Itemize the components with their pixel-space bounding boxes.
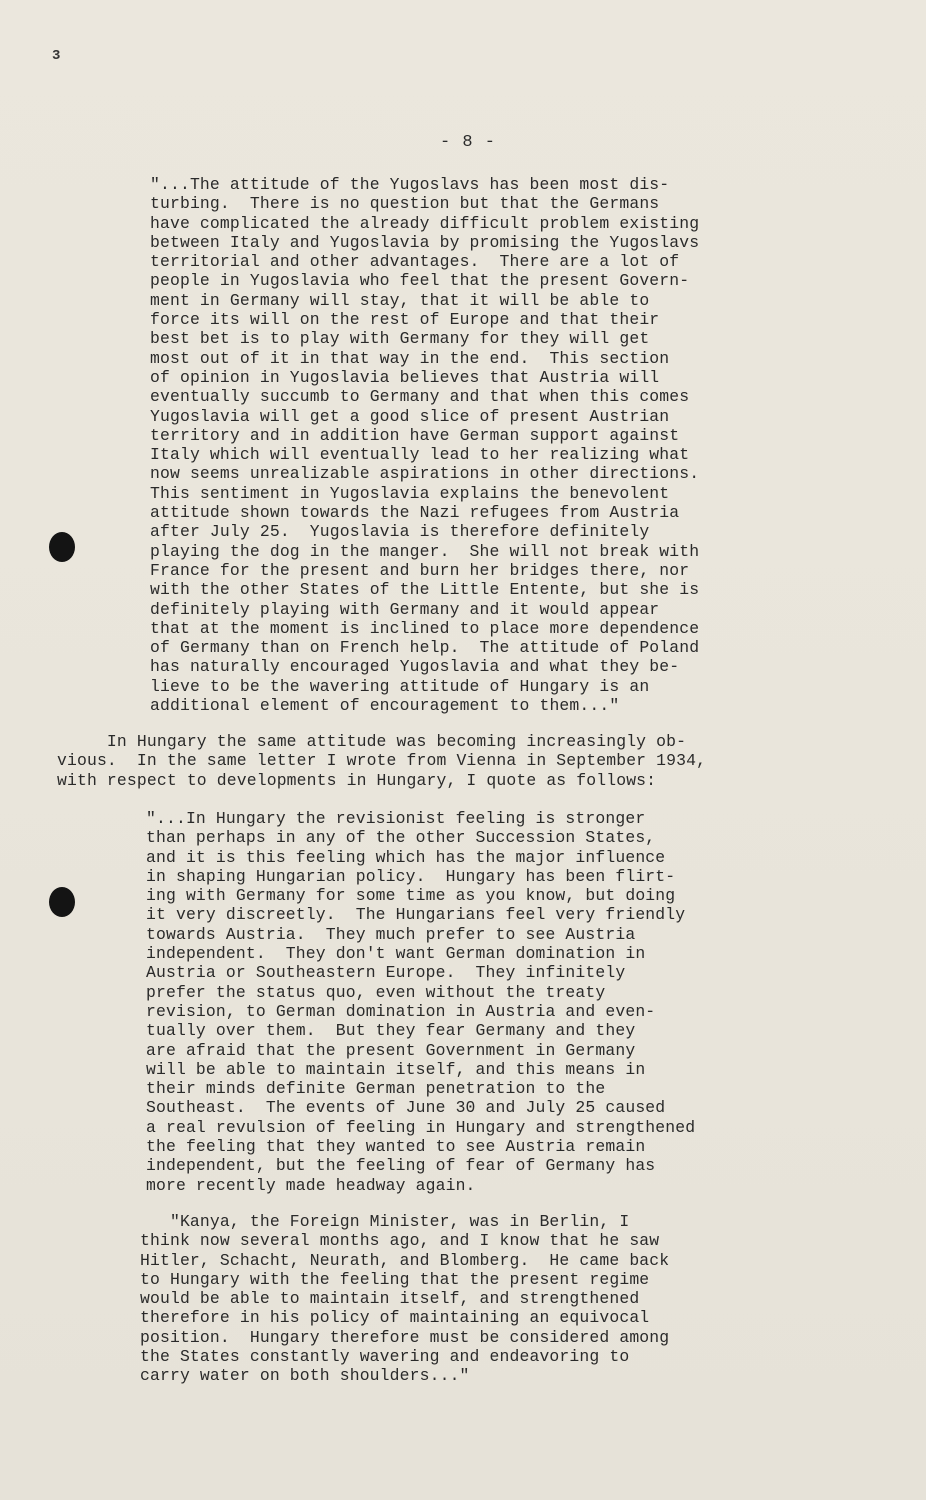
text-line: "...The attitude of the Yugoslavs has been most dis- [150,175,670,194]
yugoslavia-quote [150,175,699,715]
text-line: Austria or Southeastern Europe. They infinitely [146,963,626,983]
punch-hole-upper [49,532,75,562]
text-line: best bet is to play with Germany for they will get [150,329,650,349]
text-line: territorial and other advantages. There are a lot of [150,252,680,272]
punch-hole-lower [49,887,75,917]
text-line: most out of it in that way in the end. This section [150,348,670,368]
text-line: and it is this feeling which has the major influence [146,847,666,867]
text-line: the States constantly wavering and endeavoring to [140,1347,630,1367]
text-line: vious. In the same letter I wrote from Vienna in September 1934, [57,751,707,771]
text-line: turbing. There is no question but that the Germans [150,194,660,214]
corner-mark: 3 [52,48,61,64]
text-line: of Germany than on French help. The attitude of Poland [150,638,700,658]
text-line: In Hungary the same attitude was becoming increasingly ob- [57,732,687,751]
text-line: Italy which will eventually lead to her realizing what [150,445,690,465]
text-line: people in Yugoslavia who feel that the present Govern- [150,271,690,291]
text-line: revision, to German domination in Austria and even- [146,1001,656,1021]
text-line: carry water on both shoulders..." [140,1366,470,1386]
text-line: playing the dog in the manger. She will not break with [150,541,700,561]
text-line: think now several months ago, and I know that he saw [140,1231,660,1251]
text-line: ment in Germany will stay, that it will be able to [150,290,650,310]
text-line: prefer the status quo, even without the treaty [146,982,606,1002]
hungary-quote [146,809,695,1195]
text-line: ing with Germany for some time as you know, but doing [146,886,676,906]
text-line: independent, but the feeling of fear of Germany has [146,1156,656,1176]
text-line: "...In Hungary the revisionist feeling is stronger [146,809,646,828]
text-line: now seems unrealizable aspirations in other directions. [150,464,700,484]
text-line: towards Austria. They much prefer to see Austria [146,924,636,944]
text-line: a real revulsion of feeling in Hungary and strengthened [146,1117,696,1137]
text-line: in shaping Hungarian policy. Hungary has been flirt- [146,866,676,886]
text-line: Hitler, Schacht, Neurath, and Blomberg. He came back [140,1250,670,1270]
hungary-intro-paragraph [57,732,706,790]
page-number: - 8 - [439,133,496,152]
text-line: therefore in his policy of maintaining an equivocal [140,1308,650,1328]
text-line: Yugoslavia will get a good slice of present Austrian [150,406,670,426]
text-line: "Kanya, the Foreign Minister, was in Berlin, I [140,1212,630,1231]
text-line: will be able to maintain itself, and this means in [146,1059,646,1079]
text-line: attitude shown towards the Nazi refugees from Austria [150,503,680,523]
text-line: force its will on the rest of Europe and that their [150,310,660,330]
text-line: of opinion in Yugoslavia believes that Austria will [150,367,660,387]
text-line: tually over them. But they fear Germany and they [146,1021,636,1041]
text-line: This sentiment in Yugoslavia explains the benevolent [150,483,670,503]
text-line: has naturally encouraged Yugoslavia and what they be- [150,657,680,677]
text-line: it very discreetly. The Hungarians feel very friendly [146,905,686,925]
text-line: between Italy and Yugoslavia by promising the Yugoslavs [150,232,700,252]
text-line: are afraid that the present Government in Germany [146,1040,636,1060]
text-line: independent. They don't want German domination in [146,944,646,964]
text-line: that at the moment is inclined to place more dependence [150,618,700,638]
text-line: Southeast. The events of June 30 and July 25 caused [146,1098,666,1118]
text-line: territory and in addition have German support against [150,425,680,445]
text-line: more recently made headway again. [146,1175,476,1195]
text-line: the feeling that they wanted to see Austria remain [146,1137,646,1157]
text-line: France for the present and burn her bridges there, nor [150,560,690,580]
kanya-quote [140,1212,669,1386]
text-line: have complicated the already difficult problem existing [150,213,700,233]
text-line: additional element of encouragement to them..." [150,696,620,716]
text-line: their minds definite German penetration to the [146,1079,606,1099]
text-line: would be able to maintain itself, and strengthened [140,1289,640,1309]
text-line: after July 25. Yugoslavia is therefore definitely [150,522,650,542]
text-line: definitely playing with Germany and it would appear [150,599,660,619]
text-line: with the other States of the Little Entente, but she is [150,580,700,600]
text-line: than perhaps in any of the other Succession States, [146,828,656,848]
text-line: with respect to developments in Hungary, I quote as follows: [57,770,657,790]
text-line: position. Hungary therefore must be considered among [140,1327,670,1347]
text-line: lieve to be the wavering attitude of Hungary is an [150,676,650,696]
text-line: to Hungary with the feeling that the present regime [140,1269,650,1289]
text-line: eventually succumb to Germany and that when this comes [150,387,690,407]
